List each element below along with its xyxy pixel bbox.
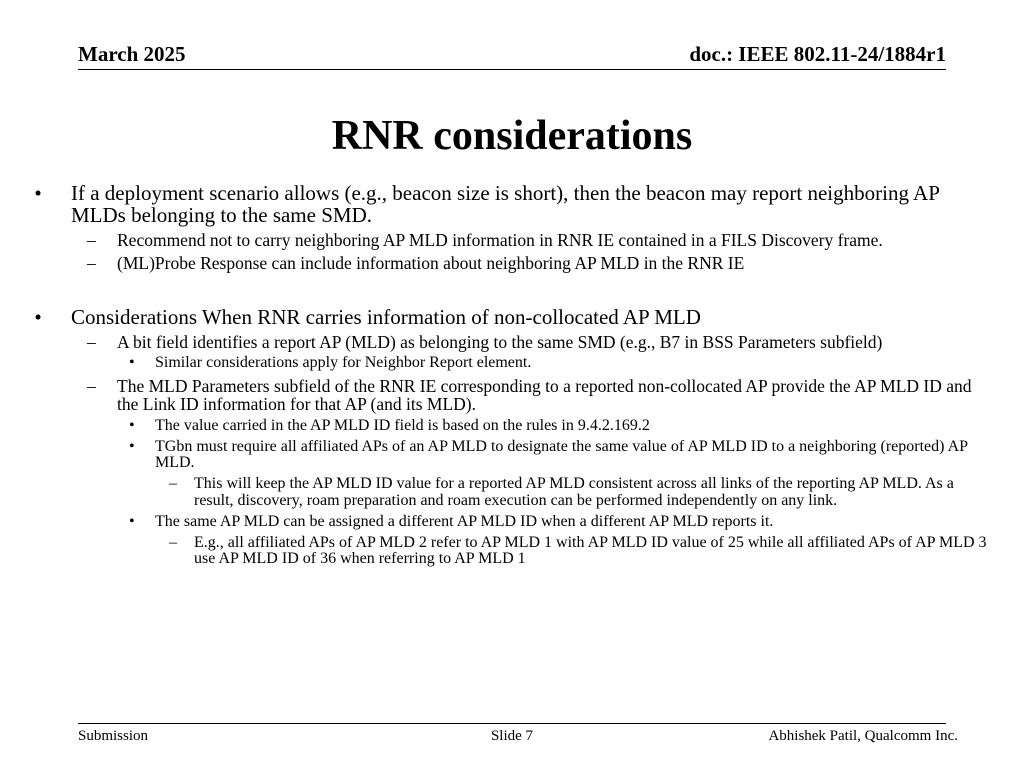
sub-bullet-item [30, 254, 990, 272]
sub-bullet-text: The MLD Parameters subfield of the RNR IE corresponding to a reported non-collocated AP provide the AP MLD ID and the Link ID information for that AP (and its MLD). [117, 376, 972, 415]
bullet-dash: – [87, 376, 96, 397]
sub-sub-bullet-item [30, 355, 990, 372]
level4-bullet-item [30, 476, 990, 510]
bullet-text: If a deployment scenario allows (e.g., beacon size is short), then the beacon may report neighboring AP MLDs belonging to the same SMD. [71, 181, 940, 228]
level4-bullet-text: This will keep the AP MLD ID value for a reported AP MLD consistent across all links of the reporting AP MLD. As a result, discovery, roam preparation and roam execution can be performed independently on any link. [194, 475, 954, 509]
bullet-dot: • [129, 437, 135, 455]
sub-sub-bullet-text: TGbn must require all affiliated APs of an AP MLD to designate the same value of AP MLD ID to a neighboring (reported) AP MLD. [155, 437, 968, 472]
bullet-dash: – [87, 253, 96, 274]
sub-sub-bullet-item [30, 514, 990, 531]
header-date: March 2025 [78, 42, 186, 66]
sub-bullet-item [30, 231, 990, 249]
sub-sub-bullet-item [30, 439, 990, 473]
bullet-item [30, 306, 990, 328]
footer-divider [78, 723, 946, 724]
footer-slide-number: Slide 7 [490, 728, 534, 744]
sub-sub-bullet-item [30, 418, 990, 435]
bullet-dot: • [34, 181, 42, 205]
sub-sub-bullet-text: The value carried in the AP MLD ID field is based on the rules in 9.4.2.169.2 [155, 416, 650, 434]
sub-bullet-item [30, 377, 990, 414]
bullet-dot: • [34, 304, 42, 329]
bullet-dash: – [87, 331, 96, 352]
header-doc-number: doc.: IEEE 802.11-24/1884r1 [689, 42, 946, 66]
bullet-dash: – [87, 230, 96, 251]
sub-bullet-text: Recommend not to carry neighboring AP MLD information in RNR IE contained in a FILS Discovery frame. [117, 230, 883, 251]
level4-bullet-text: E.g., all affiliated APs of AP MLD 2 refer to AP MLD 1 with AP MLD ID value of 25 while all affiliated APs of AP MLD 3 use AP MLD ID of 36 when referring to AP MLD 1 [194, 533, 987, 568]
bullet-dot: • [129, 416, 135, 434]
footer-author: Abhishek Patil, Qualcomm Inc. [768, 728, 958, 744]
bullet-dot: • [129, 354, 135, 372]
slide-body [30, 182, 990, 568]
bullet-dash: – [169, 475, 177, 493]
slide-title: RNR considerations [331, 113, 693, 159]
footer-submission: Submission [78, 728, 149, 744]
sub-sub-bullet-text: Similar considerations apply for Neighbor Report element. [155, 354, 532, 372]
bullet-item [30, 182, 990, 226]
sub-sub-bullet-text: The same AP MLD can be assigned a different AP MLD ID when a different AP MLD reports it. [155, 512, 774, 530]
sub-bullet-text: A bit field identifies a report AP (MLD) as belonging to the same SMD (e.g., B7 in BSS Parameters subfield) [117, 331, 883, 352]
sub-bullet-item [30, 333, 990, 351]
bullet-text: Considerations When RNR carries information of non-collocated AP MLD [71, 304, 701, 329]
bullet-dot: • [129, 512, 135, 530]
header-divider [78, 69, 946, 70]
level4-bullet-item [30, 535, 990, 569]
bullet-dash: – [169, 533, 177, 551]
sub-bullet-text: (ML)Probe Response can include information about neighboring AP MLD in the RNR IE [117, 253, 745, 274]
